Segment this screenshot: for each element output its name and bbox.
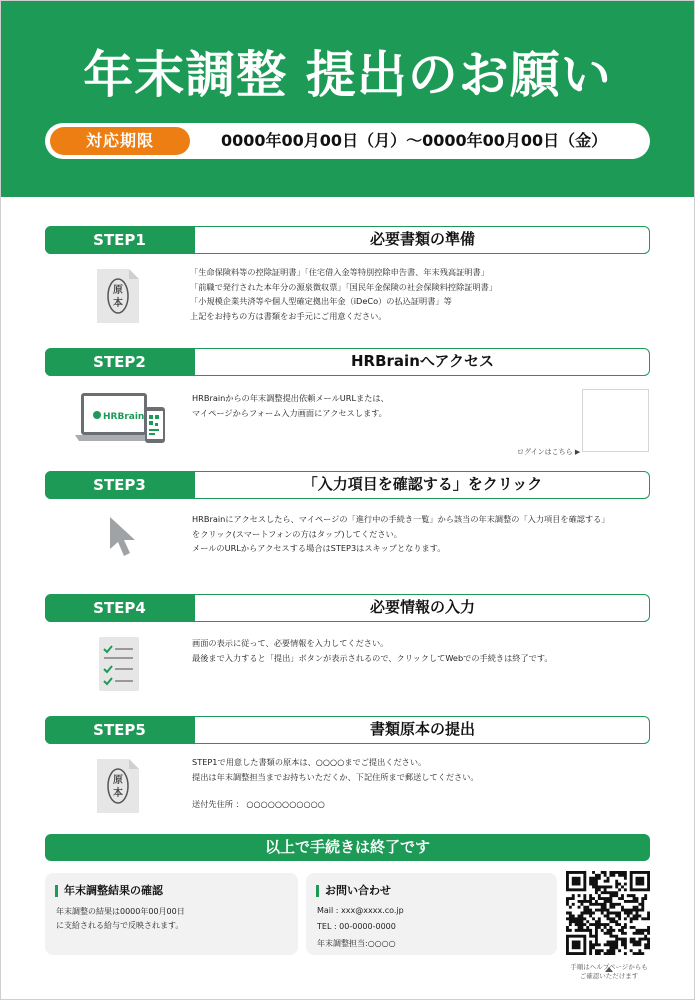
step5-line [192, 784, 479, 797]
step5-address: 送付先住所 ： ○○○○○○○○○○○ [192, 799, 325, 809]
finish-banner: 以上で手続きは終了です [45, 834, 650, 861]
step1-line: 「前職で発行された本年分の源泉徴収票」「国民年金保険の社会保険料控除証明書」 [190, 281, 498, 292]
step4-bar [45, 594, 650, 622]
step2-text [192, 391, 389, 420]
qr-note-line: 手順はヘルプページからも [570, 963, 648, 971]
step1-text [190, 265, 497, 323]
stamp-char-2: 本 [113, 788, 123, 799]
contact-tel[interactable]: TEL : 00-0000-0000 [317, 922, 396, 931]
step4-line: 画面の表示に従って、必要情報を入力してください。 [192, 638, 389, 648]
step2-line: HRBrainからの年末調整提出依頼メールURLまたは、 [192, 393, 389, 403]
help-qr-code[interactable] [566, 871, 650, 959]
step5-text [192, 755, 479, 812]
step2-title: HRBrainへアクセス [351, 352, 494, 370]
login-link[interactable]: ログインはこちら ▶ [517, 448, 581, 456]
qr-note [563, 963, 655, 981]
result-card-title: 年末調整結果の確認 [55, 885, 163, 897]
contact-card-title: お問い合わせ [316, 885, 391, 897]
step1-title: 必要書類の準備 [369, 230, 475, 248]
page-title: 年末調整 提出のお願い [83, 46, 612, 104]
step5-bar [45, 716, 650, 744]
step4-label: STEP4 [45, 594, 195, 622]
header-banner [1, 1, 694, 197]
result-card-line: 年末調整の結果は0000年00月00日 [56, 907, 185, 916]
step1-line: 「生命保険料等の控除証明書」「住宅借入金等特別控除申告書、年末残高証明書」 [190, 267, 489, 277]
step4-text [192, 636, 553, 665]
deadline-label: 対応期限 [50, 127, 190, 155]
step3-line: メールのURLからアクセスする場合はSTEP3はスキップとなります。 [192, 543, 446, 553]
step1-label: STEP1 [45, 226, 195, 254]
step5-line: 提出は年末調整担当までお持ちいただくか、下記住所まで郵送してください。 [192, 771, 479, 782]
brand-text: HRBrain [103, 412, 145, 422]
step2-bar [45, 348, 650, 376]
cursor-icon [107, 515, 139, 563]
qr-note-line: ご確認いただけます [579, 972, 639, 980]
step3-text [192, 512, 610, 556]
step3-bar [45, 471, 650, 499]
contact-person: 年末調整担当:○○○○ [317, 939, 396, 948]
document-original-icon [95, 267, 141, 329]
document-original-icon [95, 757, 141, 819]
step3-line: をクリック(スマートフォンの方はタップ)してください。 [192, 528, 402, 539]
stamp-char-1: 原 [113, 775, 123, 786]
stamp-char-2: 本 [113, 298, 123, 309]
step5-title: 書類原本の提出 [369, 720, 475, 738]
result-card-line: に支給される給与で反映されます。 [56, 921, 184, 930]
step3-line: HRBrainにアクセスしたら、マイページの「進行中の手続き一覧」から該当の年末調整の「入力項目を確認する」 [192, 514, 610, 524]
stamp-char-1: 原 [113, 285, 123, 296]
contact-mail[interactable]: Mail : xxx@xxxx.co.jp [317, 906, 404, 915]
step5-line: STEP1で用意した書類の原本は、○○○○までご提出ください。 [192, 757, 427, 767]
step5-label: STEP5 [45, 716, 195, 744]
step3-label: STEP3 [45, 471, 195, 499]
laptop-phone-icon [73, 389, 169, 449]
login-qr-placeholder [582, 389, 649, 452]
contact-card [306, 873, 557, 955]
step4-title: 必要情報の入力 [369, 598, 475, 616]
checklist-icon [97, 635, 141, 697]
step1-line: 上記をお持ちの方は書類をお手元にご用意ください。 [190, 310, 387, 321]
step1-line: 「小規模企業共済等や個人型確定拠出年金（iDeCo）の払込証明書」等 [190, 296, 452, 306]
result-card [45, 873, 298, 955]
step4-line: 最後まで入力すると「提出」ボタンが表示されるので、クリックしてWebでの手続きは終了です。 [192, 652, 553, 663]
deadline-value: 0000年00月00日（月）〜0000年00月00日（金） [221, 131, 608, 150]
step2-line: マイページからフォーム入力画面にアクセスします。 [192, 407, 387, 418]
step1-bar [45, 226, 650, 254]
step3-title: 「入力項目を確認する」をクリック [302, 475, 543, 493]
deadline-bar [45, 123, 650, 159]
step2-label: STEP2 [45, 348, 195, 376]
